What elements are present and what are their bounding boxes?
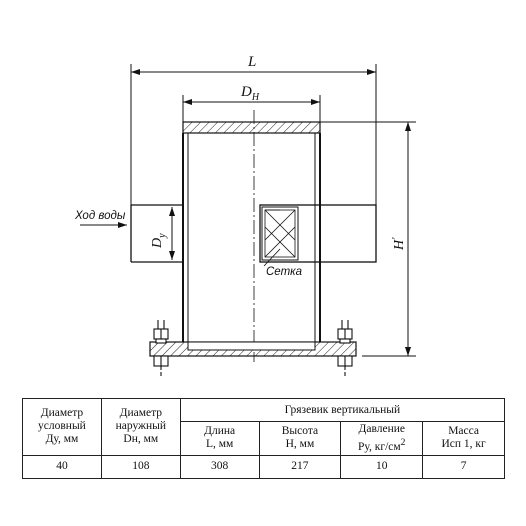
header-dy	[23, 399, 102, 456]
outlet-pipe	[260, 205, 376, 262]
mesh-filter	[262, 207, 298, 260]
label-H: H'	[390, 237, 407, 250]
label-L: L	[248, 54, 257, 70]
header-mass-line1: Масса	[448, 425, 479, 438]
header-height-line1: Высота	[281, 425, 319, 438]
top-cover-plate	[183, 122, 320, 133]
value-pressure: 10	[341, 455, 423, 478]
bottom-plate	[188, 342, 315, 350]
header-dy-line2: условный	[38, 420, 86, 433]
header-dy-line3: Ду, мм	[45, 433, 79, 446]
header-length-line2: L, мм	[205, 438, 234, 451]
header-dy-line1: Диаметр	[40, 407, 84, 420]
header-dn-line2: наружный	[115, 420, 167, 433]
mesh-leader	[264, 249, 280, 266]
value-dy: 40	[23, 455, 102, 478]
label-Dy: $D_y$	[150, 233, 168, 248]
spec-table	[22, 398, 505, 479]
vessel-body	[183, 133, 320, 342]
label-Dn: $D_H$	[241, 84, 260, 103]
label-flow: Ход воды	[75, 210, 126, 222]
header-dn	[101, 399, 180, 456]
header-pressure-sup: 2	[400, 437, 406, 448]
value-height: 217	[259, 455, 341, 478]
header-dn-line1: Диаметр	[119, 407, 163, 420]
value-length: 308	[180, 455, 259, 478]
label-mesh: Сетка	[266, 266, 302, 278]
value-mass: 7	[423, 455, 505, 478]
value-dn: 108	[101, 455, 180, 478]
header-pressure-line1: Давление	[358, 423, 405, 435]
header-mass	[423, 422, 505, 456]
header-dn-line3: Dн, мм	[123, 433, 159, 446]
table-row	[23, 455, 505, 478]
header-pressure	[341, 422, 423, 456]
header-pressure-line2: Ру, кг/см	[358, 440, 401, 453]
header-group: Грязевик вертикальный	[180, 399, 504, 422]
header-mass-line2: Исп 1, кг	[441, 438, 486, 451]
header-height	[259, 422, 341, 456]
header-height-line2: H, мм	[285, 438, 315, 451]
header-length	[180, 422, 259, 456]
header-length-line1: Длина	[204, 425, 236, 438]
